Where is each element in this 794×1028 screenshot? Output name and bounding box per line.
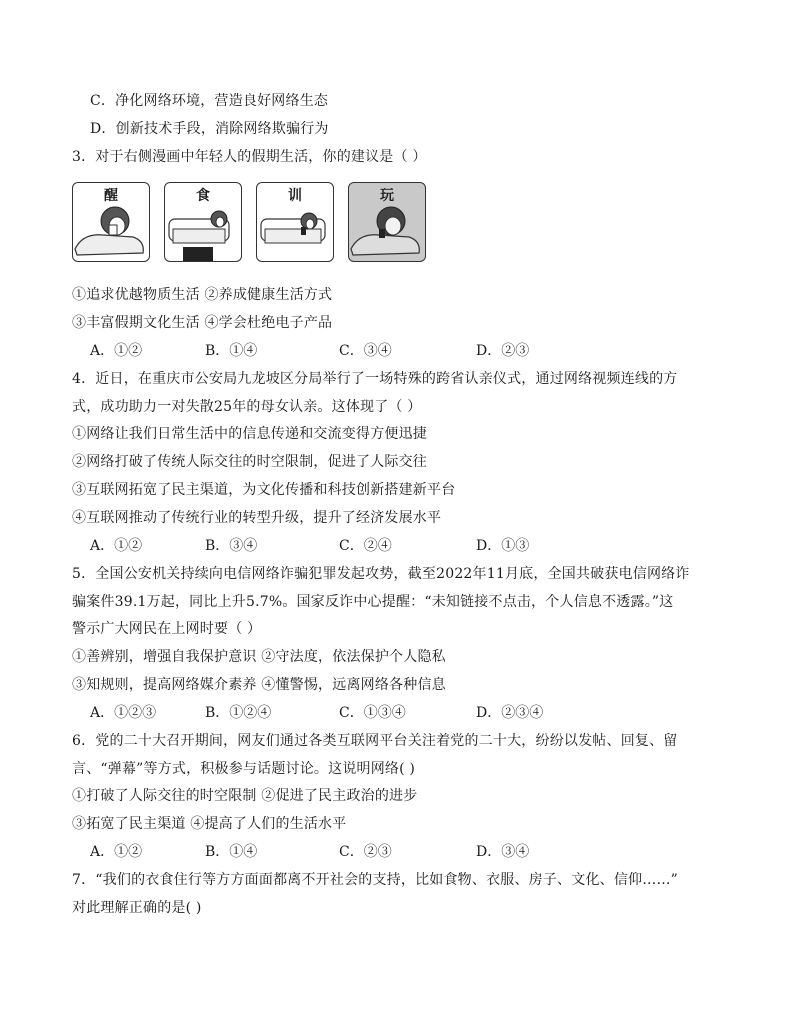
choice-c: C．③④: [339, 343, 392, 359]
comic-panel-train: [256, 182, 334, 262]
choice-d: D．③④: [476, 844, 530, 860]
q4-statement-1: ①网络让我们日常生活中的信息传递和交流变得方便迅捷: [72, 426, 427, 442]
q3-statements-2: ③丰富假期文化生活 ④学会杜绝电子产品: [72, 315, 333, 331]
bed-phone-illustration: [349, 199, 425, 261]
q4-statement-3: ③互联网拓宽了民主渠道，为文化传播和科技创新搭建新平台: [72, 482, 456, 498]
q3-comic: [72, 182, 426, 262]
q6-stem-line-2: 言、“弹幕”等方式，积极参与话题讨论。这说明网络( ): [72, 761, 416, 777]
comic-panel-label: 醒: [104, 188, 118, 204]
comic-panel-play: [348, 182, 426, 262]
comic-panel-label: 玩: [380, 188, 394, 204]
sofa-person-illustration: [165, 199, 241, 261]
sofa-phone-illustration: [257, 199, 333, 261]
q5-stem-line-1: 5．全国公安机关持续向电信网络诈骗犯罪发起攻势，截至2022年11月底，全国共破获电信网络诈: [72, 566, 690, 582]
comic-panel-label: 食: [196, 188, 210, 204]
choice-a: A．①②③: [90, 705, 157, 721]
q7-stem-line-1: 7．“我们的衣食住行等方方面面都离不开社会的支持，比如食物、衣服、房子、文化、信仰……”: [72, 872, 679, 888]
comic-panel-wake: [72, 182, 150, 262]
q7-stem-line-2: 对此理解正确的是( ): [72, 900, 202, 916]
q5-stem-line-3: 警示广大网民在上网时要（ ）: [72, 621, 262, 637]
q2-option-d: D．创新技术手段，消除网络欺骗行为: [90, 121, 329, 137]
q4-statement-4: ④互联网推动了传统行业的转型升级，提升了经济发展水平: [72, 510, 442, 526]
choice-d: D．①③: [476, 538, 530, 554]
q5-stem-line-2: 骗案件39.1万起，同比上升5.7%。国家反诈中心提醒：“未知链接不点击，个人信息不透露。”这: [72, 594, 674, 610]
comic-panel-label: 训: [288, 188, 302, 204]
choice-d: D．②③: [476, 343, 530, 359]
q3-stem: 3．对于右侧漫画中年轻人的假期生活，你的建议是（ ）: [72, 149, 427, 165]
choice-c: C．①③④: [339, 705, 406, 721]
q6-stem-line-1: 6．党的二十大召开期间，网友们通过各类互联网平台关注着党的二十大，纷纷以发帖、回复、留: [72, 733, 678, 749]
choice-a: A．①②: [90, 844, 143, 860]
q2-option-c: C．净化网络环境，营造良好网络生态: [90, 93, 329, 109]
q5-statements-2: ③知规则，提高网络媒介素养 ④懂警惕，远离网络各种信息: [72, 677, 446, 693]
q4-stem-line-1: 4．近日，在重庆市公安局九龙坡区分局举行了一场特殊的跨省认亲仪式，通过网络视频连线的方: [72, 371, 678, 387]
choice-d: D．②③④: [476, 705, 544, 721]
choice-a: A．①②: [90, 343, 143, 359]
choice-c: C．②④: [339, 538, 392, 554]
choice-c: C．②③: [339, 844, 392, 860]
choice-a: A．①②: [90, 538, 143, 554]
choice-b: B．①④: [205, 844, 258, 860]
q4-stem-line-2: 式，成功助力一对失散25年的母女认亲。这体现了（ ）: [72, 399, 422, 415]
sleeping-person-illustration: [73, 199, 149, 261]
comic-panel-eat: [164, 182, 242, 262]
q4-statement-2: ②网络打破了传统人际交往的时空限制，促进了人际交往: [72, 454, 427, 470]
q5-statements-1: ①善辨别，增强自我保护意识 ②守法度，依法保护个人隐私: [72, 649, 446, 665]
q3-statements-1: ①追求优越物质生活 ②养成健康生活方式: [72, 287, 333, 303]
q6-statements-2: ③拓宽了民主渠道 ④提高了人们的生活水平: [72, 816, 347, 832]
choice-b: B．①②④: [205, 705, 272, 721]
choice-b: B．①④: [205, 343, 258, 359]
choice-b: B．③④: [205, 538, 258, 554]
q6-statements-1: ①打破了人际交往的时空限制 ②促进了民主政治的进步: [72, 788, 418, 804]
